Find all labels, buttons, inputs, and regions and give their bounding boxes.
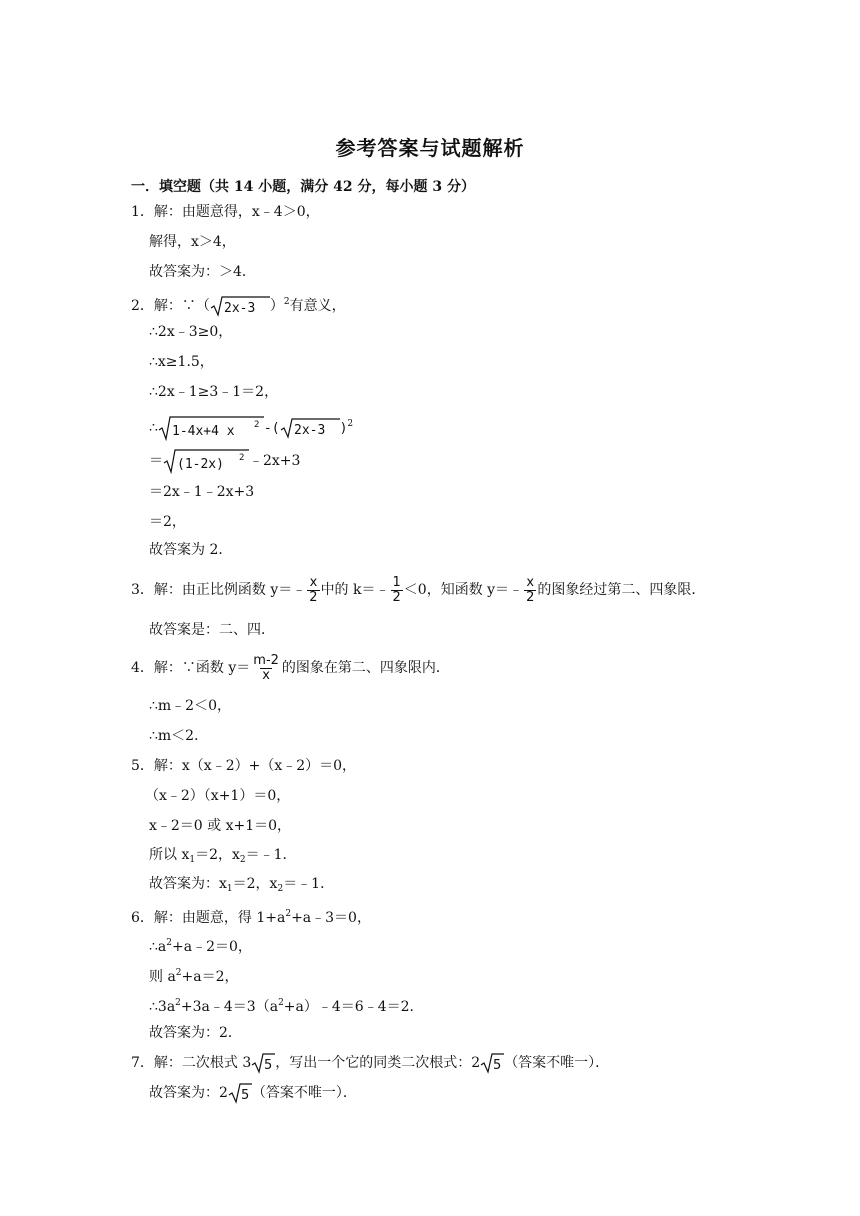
- q7-line-2: [149, 1082, 357, 1106]
- q5-l4-b: ＝2，x: [195, 847, 240, 863]
- section-heading: 一．填空题（共 14 小题，满分 42 分，每小题 3 分）: [131, 179, 475, 195]
- fraction: [251, 654, 281, 683]
- sqrt-radicand: 5: [264, 1058, 273, 1073]
- q5-line-4: [149, 845, 297, 865]
- q6-l2-b: +a﹣2＝0，: [172, 939, 252, 955]
- q7-l2-suffix: （答案不唯一）．: [251, 1085, 357, 1101]
- q5-line-3: x﹣2＝0 或 x+1＝0，: [149, 818, 292, 834]
- superscript: 2: [166, 938, 172, 948]
- q6-line-4: [149, 993, 424, 1013]
- q2-line-2: ∴2x﹣3≥0，: [149, 324, 233, 340]
- q4-line-3: ∴m＜2．: [149, 728, 209, 744]
- q7-mid: ，写出一个它的同类二次根式：2: [275, 1055, 481, 1071]
- q2-l1-exp: 2: [283, 297, 290, 307]
- fraction: [307, 576, 319, 605]
- fraction-numerator: x: [309, 574, 318, 590]
- subscript: 2: [239, 855, 246, 865]
- fraction: [524, 576, 536, 605]
- q5-l4-c: ＝﹣1．: [245, 847, 297, 863]
- q6-l3-a: 则 a: [149, 969, 176, 985]
- q2-line-5: [149, 414, 353, 440]
- q2-line-4: ∴2x﹣1≥3﹣1＝2，: [149, 384, 279, 400]
- fraction: [391, 576, 403, 605]
- q6-l4-b: +3a﹣4＝3（a: [180, 999, 279, 1015]
- superscript: 2: [278, 998, 284, 1008]
- sqrt-radicand: (1-2x): [177, 457, 224, 472]
- sqrt-expression: [158, 415, 264, 441]
- q2-l5-minus: -(: [263, 421, 280, 436]
- q6-l3-b: +a＝2，: [181, 969, 239, 985]
- q6-line-3: [149, 963, 239, 983]
- page-title: 参考答案与试题解析: [335, 136, 525, 160]
- q7-prefix: 7．解：二次根式 3: [131, 1055, 252, 1071]
- superscript: 2: [175, 998, 181, 1008]
- q2-l5-exp: 2: [347, 419, 354, 429]
- subscript: 2: [277, 884, 284, 894]
- q2-line-1: [131, 292, 346, 316]
- sqrt-radicand: 1-4x+4 x: [171, 424, 235, 439]
- q7-l2-prefix: 故答案为：2: [149, 1085, 228, 1101]
- q6-l1-a: 6．解：由题意，得 1+a: [131, 910, 286, 926]
- q2-line-9: 故答案为 2．: [149, 542, 233, 558]
- q5-l5-a: 故答案为：x: [149, 876, 227, 892]
- subscript: 1: [189, 855, 196, 865]
- q2-line-7: ＝2x﹣1﹣2x+3: [149, 484, 255, 500]
- q7-suffix: （答案不唯一）．: [504, 1055, 610, 1071]
- q3-suffix: 的图象经过第二、四象限．: [537, 582, 706, 598]
- sqrt-radicand: 5: [493, 1058, 502, 1073]
- q2-l5-therefore: ∴: [149, 420, 158, 436]
- superscript: 2: [175, 968, 182, 978]
- fraction-denominator: 2: [526, 589, 535, 605]
- q5-l5-c: ＝﹣1．: [283, 876, 335, 892]
- q2-l5-close: ): [339, 421, 348, 436]
- q2-l1-prefix: 2．解：∵（: [131, 298, 210, 314]
- q4-line-2: ∴m﹣2＜0，: [149, 698, 231, 714]
- q2-l6-eq: ＝: [149, 453, 163, 469]
- q6-line-2: [149, 933, 252, 953]
- sqrt-exponent: 2: [239, 453, 245, 463]
- superscript: 2: [285, 909, 292, 919]
- fraction-numerator: 1: [392, 574, 401, 590]
- q3-line-2: 故答案是：二、四．: [149, 622, 275, 638]
- sqrt-expression: [480, 1052, 504, 1074]
- q4-line-1: [131, 652, 450, 684]
- q5-line-5: [149, 874, 334, 894]
- sqrt-exponent: 2: [253, 420, 260, 430]
- q2-l1-close: ）: [269, 298, 284, 314]
- q2-line-3: ∴x≥1.5，: [149, 354, 214, 370]
- q6-line-5: 故答案为：2．: [149, 1025, 242, 1041]
- sqrt-expression: [280, 417, 340, 439]
- sqrt-radicand: 2x-3: [223, 301, 256, 316]
- q5-l5-b: ＝2，x: [232, 876, 278, 892]
- q3-mid-1: 中的 k＝﹣: [320, 582, 390, 598]
- q2-line-6: [149, 448, 300, 474]
- q2-line-8: ＝2，: [149, 514, 186, 530]
- sqrt-expression: [251, 1052, 275, 1074]
- q5-line-1: 5．解：x（x﹣2）+（x﹣2）＝0，: [131, 758, 357, 774]
- fraction-denominator: x: [262, 667, 270, 683]
- q6-l2-a: ∴a: [149, 939, 167, 955]
- q7-line-1: [131, 1052, 609, 1076]
- fraction-numerator: x: [526, 574, 535, 590]
- q4-prefix: 4．解：∵函数 y＝: [131, 660, 251, 676]
- q6-l1-b: +a﹣3＝0，: [291, 910, 371, 926]
- fraction-denominator: 2: [392, 589, 401, 605]
- q1-line-2: 解得，x＞4，: [149, 234, 236, 250]
- fraction-denominator: 2: [309, 589, 318, 605]
- q6-l4-c: +a）﹣4＝6﹣4＝2．: [283, 999, 424, 1015]
- q5-l4-a: 所以 x: [149, 847, 190, 863]
- q2-l1-suffix: 有意义，: [289, 298, 346, 314]
- fraction-numerator: m-2: [253, 652, 279, 668]
- sqrt-expression: [228, 1082, 252, 1104]
- sqrt-expression: [163, 448, 249, 474]
- q5-line-2: （x﹣2）（x+1）＝0，: [145, 788, 291, 804]
- q4-suffix: 的图象在第二、四象限内．: [281, 660, 450, 676]
- sqrt-expression: [210, 295, 270, 317]
- q1-line-1: 1．解：由题意得，x﹣4＞0，: [131, 204, 320, 220]
- q6-l4-a: ∴3a: [149, 999, 176, 1015]
- q1-line-3: 故答案为：＞4．: [149, 264, 256, 280]
- q3-prefix: 3．解：由正比例函数 y＝﹣: [131, 582, 307, 598]
- q6-line-1: [131, 904, 371, 924]
- subscript: 1: [226, 884, 233, 894]
- q2-l6-rest: ﹣2x+3: [249, 453, 301, 469]
- sqrt-radicand: 2x-3: [293, 423, 325, 438]
- sqrt-radicand: 5: [240, 1088, 250, 1103]
- q3-mid-2: ＜0，知函数 y＝﹣: [403, 582, 524, 598]
- q3-line-1: [131, 574, 705, 606]
